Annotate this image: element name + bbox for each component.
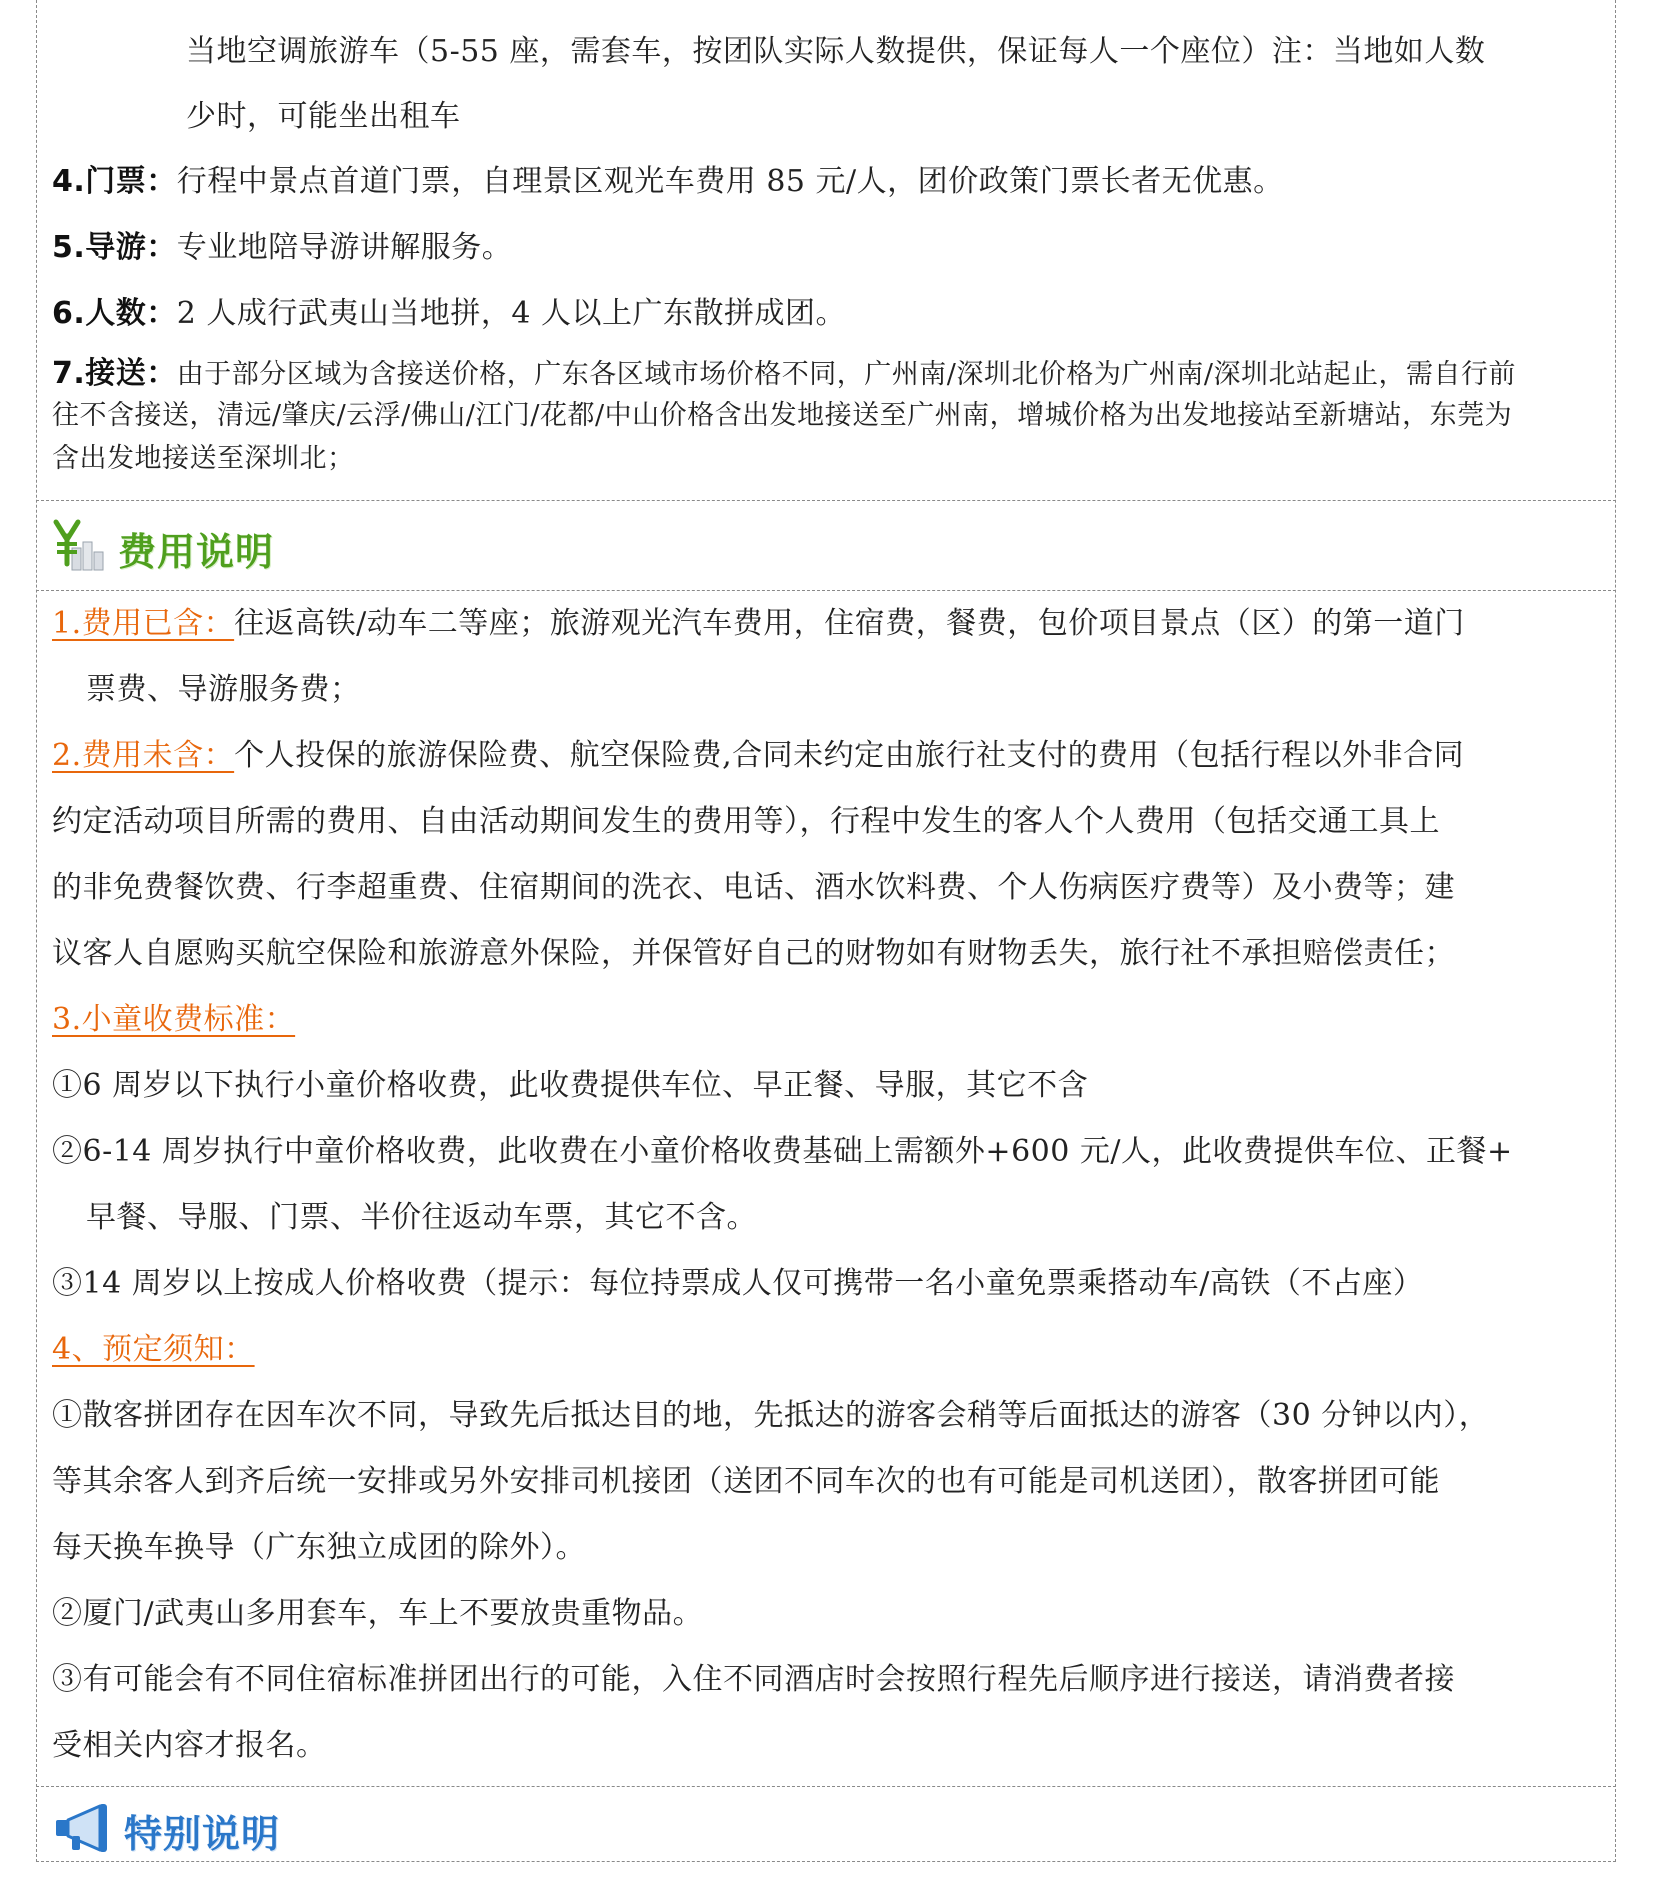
booking-1-line-2: 等其余客人到齐后统一安排或另外安排司机接团（送团不同车次的也有可能是司机送团），散客拼团可能 — [52, 1464, 1440, 1499]
people-text: 2 人成行武夷山当地拼，4 人以上广东散拼成团。 — [176, 296, 847, 331]
yen-coins-icon — [52, 518, 112, 578]
fee-excluded-line-2: 约定活动项目所需的费用、自由活动期间发生的费用等），行程中发生的客人个人费用（包括交通工具上 — [52, 804, 1440, 839]
fee-excluded-label: 2.费用未含： — [52, 738, 235, 773]
child-fee-label: 3.小童收费标准： — [52, 1002, 296, 1037]
pickup-line-2: 往不含接送，清远/肇庆/云浮/佛山/江门/花都/中山价格含出发地接送至广州南，增城价格为出发地接站至新塘站，东莞为 — [52, 400, 1513, 431]
people-item — [52, 294, 1601, 334]
pickup-line-3: 含出发地接送至深圳北； — [52, 443, 355, 474]
ticket-label: 4.门票： — [52, 164, 177, 199]
special-heading-title: 特别说明 — [124, 1811, 281, 1856]
guide-text: 专业地陪导游讲解服务。 — [176, 230, 513, 265]
ticket-item — [52, 162, 1601, 202]
child-fee-2-line-1: ②6-14 周岁执行中童价格收费，此收费在小童价格收费基础上需额外+600 元/人，此收费提供车位、正餐+ — [52, 1134, 1513, 1169]
fee-included-item — [52, 604, 1601, 644]
fee-heading-title: 费用说明 — [118, 529, 275, 574]
booking-1-line-1: ①散客拼团存在因车次不同，导致先后抵达目的地，先抵达的游客会稍等后面抵达的游客（30 分钟以内）， — [52, 1398, 1490, 1433]
transport-line-2: 少时，可能坐出租车 — [186, 99, 461, 134]
section-divider — [36, 1786, 1616, 1787]
section-divider — [36, 590, 1616, 591]
fee-excluded-item — [52, 736, 1601, 776]
child-fee-3: ③14 周岁以上按成人价格收费（提示：每位持票成人仅可携带一名小童免票乘搭动车/高铁（不占座） — [52, 1266, 1424, 1301]
booking-1-line-3: 每天换车换导（广东独立成团的除外）。 — [52, 1530, 586, 1565]
fee-included-line-2: 票费、导游服务费； — [86, 672, 361, 707]
ticket-text: 行程中景点首道门票，自理景区观光车费用 85 元/人，团价政策门票长者无优惠。 — [176, 164, 1284, 199]
transport-line-1: 当地空调旅游车（5-55 座，需套车，按团队实际人数提供，保证每人一个座位）注：当地如人数 — [186, 34, 1486, 69]
booking-heading — [52, 1330, 1601, 1370]
pickup-line-1: 由于部分区域为含接送价格，广东各区域市场价格不同，广州南/深圳北价格为广州南/深圳北站起止，需自行前 — [176, 359, 1516, 390]
document-frame — [36, 0, 1616, 1862]
booking-3-line-2: 受相关内容才报名。 — [52, 1728, 327, 1763]
megaphone-icon — [52, 1800, 118, 1860]
fee-excluded-line-4: 议客人自愿购买航空保险和旅游意外保险，并保管好自己的财物如有财物丢失，旅行社不承担赔偿责任； — [52, 936, 1455, 971]
booking-label: 4、预定须知： — [52, 1332, 255, 1367]
section-divider — [36, 500, 1616, 501]
fee-included-label: 1.费用已含： — [52, 606, 235, 641]
fee-excluded-line-1: 个人投保的旅游保险费、航空保险费,合同未约定由旅行社支付的费用（包括行程以外非合同 — [234, 738, 1465, 773]
fee-excluded-line-3: 的非免费餐饮费、行李超重费、住宿期间的洗衣、电话、酒水饮料费、个人伤病医疗费等）及小费等；建 — [52, 870, 1455, 905]
guide-item — [52, 228, 1601, 268]
booking-3-line-1: ③有可能会有不同住宿标准拼团出行的可能，入住不同酒店时会按照行程先后顺序进行接送，请消费者接 — [52, 1662, 1455, 1697]
child-fee-2-line-2: 早餐、导服、门票、半价往返动车票，其它不含。 — [86, 1200, 757, 1235]
pickup-label: 7.接送： — [52, 356, 177, 391]
child-fee-1: ①6 周岁以下执行小童价格收费，此收费提供车位、早正餐、导服，其它不含 — [52, 1068, 1089, 1103]
fee-included-line-1: 往返高铁/动车二等座；旅游观光汽车费用，住宿费，餐费，包价项目景点（区）的第一道门 — [234, 606, 1465, 641]
people-label: 6.人数： — [52, 296, 177, 331]
fee-heading — [52, 518, 274, 578]
booking-2: ②厦门/武夷山多用套车，车上不要放贵重物品。 — [52, 1596, 704, 1631]
pickup-item — [52, 356, 1601, 393]
special-heading — [52, 1800, 280, 1860]
guide-label: 5.导游： — [52, 230, 177, 265]
child-fee-heading — [52, 1000, 1601, 1040]
